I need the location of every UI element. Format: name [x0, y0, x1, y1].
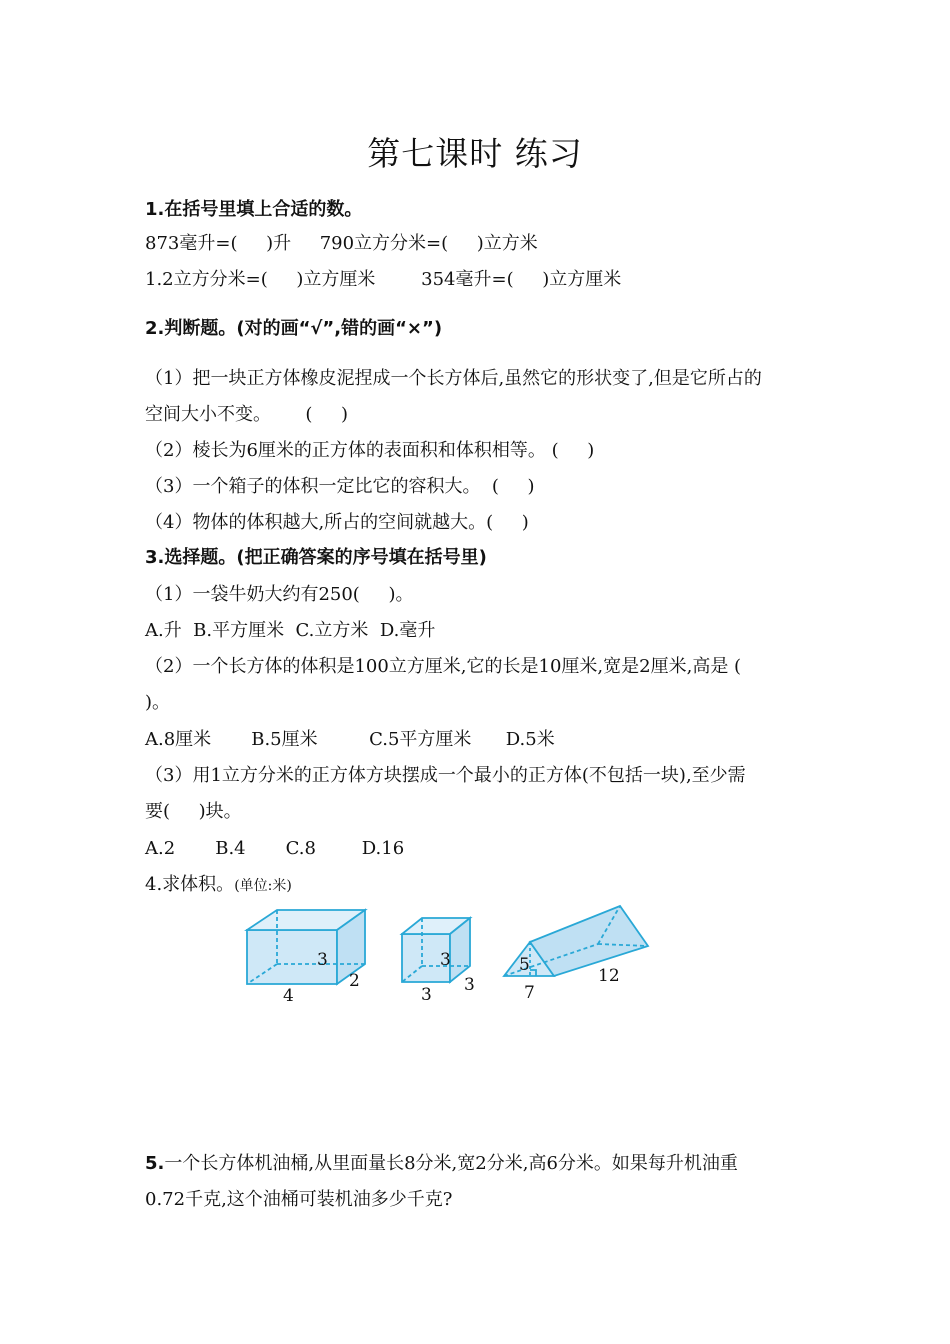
cuboid-height-label: 3 — [317, 950, 328, 970]
q1-heading: 1.在括号里填上合适的数。 — [145, 199, 363, 220]
q4-unit-note: (单位:米) — [234, 878, 292, 894]
q5-number: 5. — [145, 1153, 165, 1174]
cube-figure — [402, 918, 470, 982]
q2-item-1b: 空间大小不变。 ( ) — [145, 404, 348, 425]
q3-item-2b: )。 — [145, 692, 171, 713]
prism-length-label: 12 — [598, 966, 620, 986]
q3-heading: 3.选择题。(把正确答案的序号填在括号里) — [145, 547, 487, 568]
cube-height-label: 3 — [440, 950, 451, 970]
q4-figures-svg — [240, 900, 660, 1010]
cuboid-length-label: 4 — [283, 986, 294, 1006]
q3-item-2a: （2）一个长方体的体积是100立方厘米,它的长是10厘米,宽是2厘米,高是 ( — [145, 656, 742, 677]
cuboid-figure — [247, 910, 365, 984]
q3-item-1: （1）一袋牛奶大约有250( )。 — [145, 584, 414, 605]
q3-item-3-options: A.2 B.4 C.8 D.16 — [145, 838, 405, 859]
page-title: 第七课时 练习 — [367, 134, 583, 173]
q3-item-2-options: A.8厘米 B.5厘米 C.5平方厘米 D.5米 — [145, 729, 555, 750]
prism-side-face — [530, 906, 648, 976]
q1-line-1: 873毫升=( )升 790立方分米=( )立方米 — [145, 233, 538, 254]
q3-item-3a: （3）用1立方分米的正方体方块摆成一个最小的正方体(不包括一块),至少需 — [145, 765, 746, 786]
q1-line-2: 1.2立方分米=( )立方厘米 354毫升=( )立方厘米 — [145, 269, 622, 290]
cube-width-label: 3 — [464, 975, 475, 995]
q5-line-2: 0.72千克,这个油桶可装机油多少千克? — [145, 1189, 453, 1210]
q4-heading: 4.求体积。 — [145, 874, 235, 895]
prism-triangle-height-label: 5 — [519, 955, 530, 975]
q5-text-1: 一个长方体机油桶,从里面量长8分米,宽2分米,高6分米。如果每升机油重 — [164, 1153, 738, 1174]
q4-figures — [240, 900, 660, 1010]
q3-item-1-options: A.升 B.平方厘米 C.立方米 D.毫升 — [145, 620, 436, 641]
q2-item-1a: （1）把一块正方体橡皮泥捏成一个长方体后,虽然它的形状变了,但是它所占的 — [145, 368, 762, 389]
q2-item-2: （2）棱长为6厘米的正方体的表面积和体积相等。 ( ) — [145, 440, 595, 461]
q2-heading: 2.判断题。(对的画“√”,错的画“×”) — [145, 318, 443, 339]
q2-item-4: （4）物体的体积越大,所占的空间就越大。( ) — [145, 512, 529, 533]
cuboid-width-label: 2 — [349, 971, 360, 991]
q3-item-3b: 要( )块。 — [145, 801, 242, 822]
q4-heading-line — [145, 873, 292, 898]
cube-length-label: 3 — [421, 985, 432, 1005]
q2-item-3: （3）一个箱子的体积一定比它的容积大。 ( ) — [145, 476, 535, 497]
q5-line-1 — [145, 1152, 738, 1176]
prism-triangle-base-label: 7 — [524, 983, 535, 1003]
